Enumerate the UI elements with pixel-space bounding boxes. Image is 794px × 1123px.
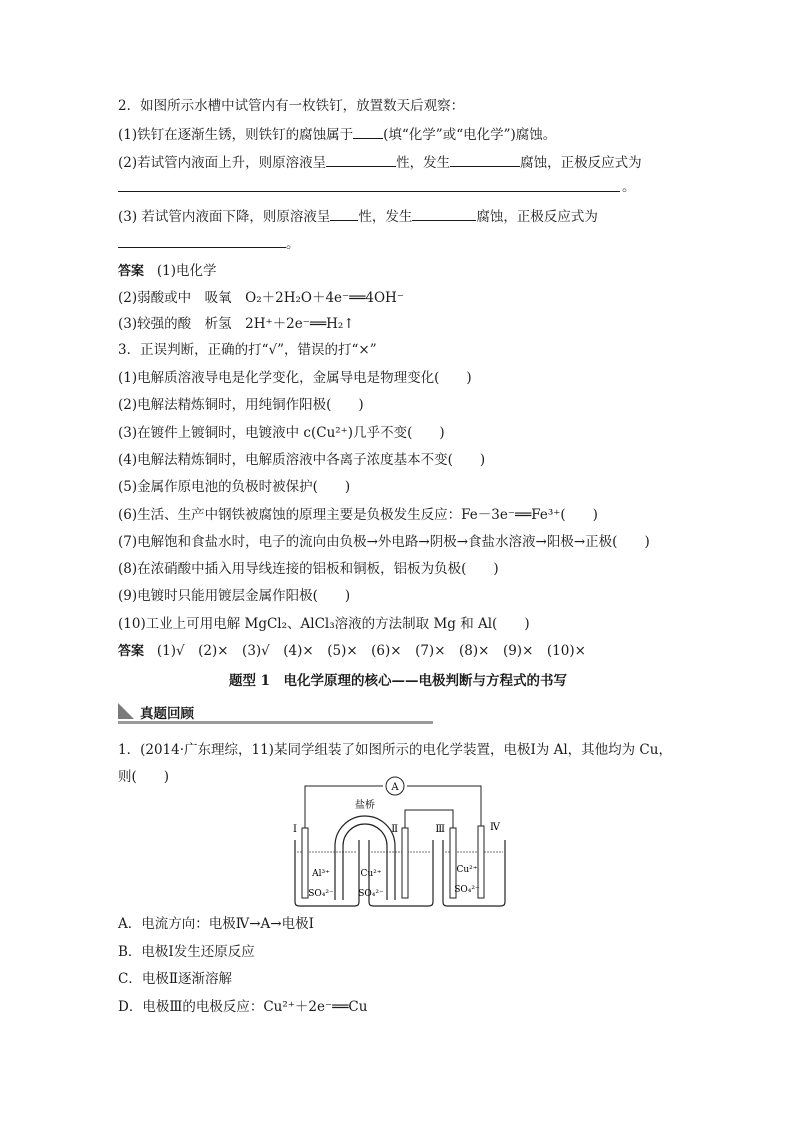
q1-stem-line1: 1．(2014·广东理综，11)某同学组装了如图所示的电化学装置，电极Ⅰ为 Al，其他均为 Cu， xyxy=(118,742,672,758)
option-b: B．电极Ⅰ发生还原反应 xyxy=(118,944,255,960)
electrode-2-label: Ⅱ xyxy=(391,824,398,835)
q2-part3-text-a: (3) 若试管内液面下降，则原溶液呈 xyxy=(118,209,331,225)
ion-label: SO₄²⁻ xyxy=(454,885,480,895)
answer-label: 答案 xyxy=(118,264,145,279)
electrode-1 xyxy=(302,828,308,898)
q2-part3-text-c: 腐蚀，正极反应式为 xyxy=(476,209,598,225)
answer3-line xyxy=(118,642,586,661)
answer-blank[interactable] xyxy=(412,206,476,221)
electrode-3-label: Ⅲ xyxy=(435,824,445,835)
electrode-1-label: Ⅰ xyxy=(293,824,297,835)
section-header xyxy=(118,702,433,720)
ammeter-label: A xyxy=(391,782,399,793)
answer2-line1 xyxy=(118,262,217,281)
q3-item: (10)工业上可用电解 MgCl₂、AlCl₃溶液的方法制取 Mg 和 Al( ) xyxy=(118,616,530,632)
q3-item: (8)在浓硝酸中插入用导线连接的铝板和铜板，铝板为负极( ) xyxy=(118,561,499,577)
q2-part3-text-b: 性，发生 xyxy=(358,209,413,225)
q2-part2-text-b: 性，发生 xyxy=(396,155,451,171)
answer2-a3: (3)较强的酸 析氢 2H⁺＋2e⁻══H₂↑ xyxy=(118,316,355,332)
q2-part2-text-c: 腐蚀，正极反应式为 xyxy=(520,155,642,171)
q3-item: (9)电镀时只能用镀层金属作阳极( ) xyxy=(118,588,351,604)
answer-blank[interactable] xyxy=(118,233,286,248)
ion-label: Cu²⁺ xyxy=(360,869,382,879)
answer3-text: (1)√ (2)× (3)√ (4)× (5)× (6)× (7)× (8)× (9)× (10)× xyxy=(156,643,586,659)
ion-label: Cu²⁺ xyxy=(456,865,478,875)
q2-part2 xyxy=(118,152,642,172)
electrochemical-apparatus-diagram xyxy=(285,768,515,908)
triangle-icon xyxy=(118,703,134,719)
q2-part1 xyxy=(118,124,556,144)
q3-item: (5)金属作原电池的负极时被保护( ) xyxy=(118,479,351,495)
answer-blank[interactable] xyxy=(353,124,383,139)
section-label: 真题回顾 xyxy=(140,706,194,722)
q2-part3-line2 xyxy=(118,233,300,253)
q3-item: (3)在镀件上镀铜时，电镀液中 c(Cu²⁺)几乎不变( ) xyxy=(118,425,445,441)
q2-part2-end: 。 xyxy=(622,179,636,195)
q2-stem: 2．如图所示水槽中试管内有一枚铁钉，放置数天后观察： xyxy=(118,98,465,114)
q3-item: (7)电解饱和食盐水时，电子的流向由负极→外电路→阴极→食盐水溶液→阳极→正极( ) xyxy=(118,534,650,550)
ion-label: SO₄²⁻ xyxy=(308,889,334,899)
q2-part3 xyxy=(118,206,598,226)
ion-label: Al³⁺ xyxy=(312,869,330,879)
topic-title: 题型 1 电化学原理的核心——电极判断与方程式的书写 xyxy=(228,673,568,689)
section-rule xyxy=(118,721,433,724)
q2-part2-text-a: (2)若试管内液面上升，则原溶液呈 xyxy=(118,155,327,171)
q3-item: (4)电解法精炼铜时，电解质溶液中各离子浓度基本不变( ) xyxy=(118,452,486,468)
answer-blank[interactable] xyxy=(330,206,358,221)
option-c: C．电极Ⅱ逐渐溶解 xyxy=(118,971,233,987)
electrode-4-label: Ⅳ xyxy=(490,822,500,833)
ion-label: SO₄²⁻ xyxy=(358,889,384,899)
answer2-a2: (2)弱酸或中 吸氧 O₂＋2H₂O＋4e⁻══4OH⁻ xyxy=(118,290,404,306)
q3-item: (1)电解质溶液导电是化学变化，金属导电是物理变化( ) xyxy=(118,370,472,386)
answer-blank[interactable] xyxy=(326,152,396,167)
q2-part1-text-a: (1)铁钉在逐渐生锈，则铁钉的腐蚀属于 xyxy=(118,127,354,143)
answer-blank-full[interactable] xyxy=(118,191,620,192)
wire-right xyxy=(407,786,481,826)
salt-bridge-outer xyxy=(335,816,395,900)
apparatus-svg xyxy=(285,768,515,908)
q1-stem-line2: 则( ) xyxy=(118,769,170,785)
answer-blank[interactable] xyxy=(450,152,520,167)
q3-item: (6)生活、生产中钢铁被腐蚀的原理主要是负极发生反应：Fe－3e⁻══Fe³⁺( ) xyxy=(118,507,598,523)
q3-stem: 3．正误判断，正确的打“√”，错误的打“×” xyxy=(118,342,377,358)
option-d: D．电极Ⅲ的电极反应：Cu²⁺＋2e⁻══Cu xyxy=(118,999,368,1015)
answer2-a1: (1)电化学 xyxy=(156,263,217,279)
q2-part3-end: 。 xyxy=(286,236,300,252)
answer-label: 答案 xyxy=(118,644,145,659)
salt-bridge-label: 盐桥 xyxy=(355,800,375,811)
option-a: A．电流方向：电极Ⅳ→A→电极Ⅰ xyxy=(118,916,314,932)
wire-middle xyxy=(405,810,453,828)
electrode-2 xyxy=(402,828,408,898)
q3-item: (2)电解法精炼铜时，用纯铜作阳极( ) xyxy=(118,397,364,413)
q2-part1-text-b: (填“化学”或“电化学”)腐蚀。 xyxy=(383,127,557,143)
